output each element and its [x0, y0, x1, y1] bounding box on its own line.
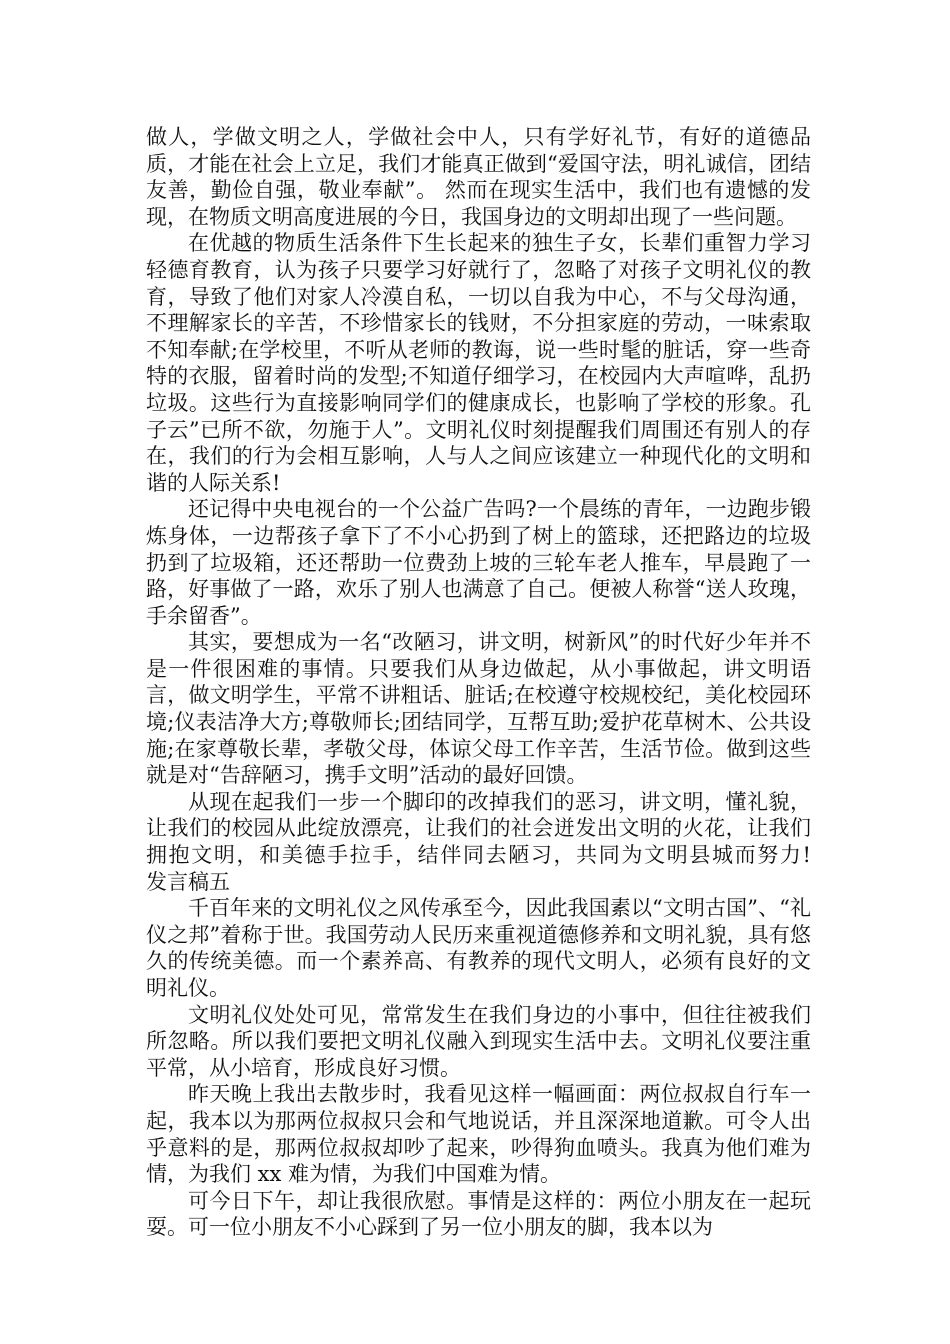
paragraph-9: 可今日下午，却让我很欣慰。事情是这样的：两位小朋友在一起玩耍。可一位小朋友不小心踩到了另一位小朋友的脚，我本以为 [146, 1188, 811, 1240]
paragraph-5: 从现在起我们一步一个脚印的改掉我们的恶习，讲文明，懂礼貌，让我们的校园从此绽放漂亮，让我们的社会迸发出文明的火花，让我们拥抱文明，和美德手拉手，结伴同去陋习，共同为文明县城而努力! 发言稿五 [146, 789, 853, 894]
paragraph-4: 其实，要想成为一名“改陋习，讲文明，树新风”的时代好少年并不是一件很困难的事情。只要我们从身边做起，从小事做起，讲文明语言，做文明学生，平常不讲粗话、脏话;在校遵守校规校纪，美化校园环境;仪表洁净大方;尊敬师长;团结同学，互帮互助;爱护花草树木、公共设施;在家尊敬长辈，孝敬父母，体谅父母工作辛苦，生活节俭。做到这些就是对“告辞陋习，携手文明”活动的最好回馈。 [146, 630, 811, 788]
paragraph-3: 还记得中央电视台的一个公益广告吗?一个晨练的青年，一边跑步锻炼身体，一边帮孩子拿下了不小心扔到了树上的篮球，还把路边的垃圾扔到了垃圾箱，还还帮助一位费劲上坡的三轮车老人推车，早晨跑了一路，好事做了一路，欢乐了别人也满意了自己。便被人称誉“送人玫瑰，手余留香”。 [146, 497, 811, 628]
paragraph-2: 在优越的物质生活条件下生长起来的独生子女，长辈们重智力学习轻德育教育，认为孩子只要学习好就行了，忽略了对孩子文明礼仪的教育，导致了他们对家人冷漠自私，一切以自我为中心，不与父母沟通，不理解家长的辛苦，不珍惜家长的钱财，不分担家庭的劳动，一味索取不知奉献;在学校里，不听从老师的教诲，说一些时髦的脏话，穿一些奇特的衣服，留着时尚的发型;不知道仔细学习，在校园内大声喧哗，乱扔垃圾。这些行为直接影响同学们的健康成长，也影响了学校的形象。孔子云”已所不欲，勿施于人”。文明礼仪时刻提醒我们周围还有别人的存在，我们的行为会相互影响，人与人之间应该建立一种现代化的文明和谐的人际关系! [146, 231, 811, 495]
document-body [146, 124, 853, 1241]
paragraph-8: 昨天晚上我出去散步时，我看见这样一幅画面：两位叔叔自行车一起，我本以为那两位叔叔只会和气地说话，并且深深地道歉。可令人出乎意料的是，那两位叔叔却吵了起来，吵得狗血喷头。我真为他们难为情，为我们 xx 难为情，为我们中国难为情。 [146, 1082, 811, 1187]
paragraph-6: 千百年来的文明礼仪之风传承至今，因此我国素以“文明古国”、“礼仪之邦”着称于世。我国劳动人民历来重视道德修养和文明礼貌，具有悠久的传统美德。而一个素养高、有教养的现代文明人，必须有良好的文明礼仪。 [146, 896, 811, 1000]
paragraph-1: 做人，学做文明之人，学做社会中人，只有学好礼节，有好的道德品质，才能在社会上立足，我们才能真正做到“爱国守法，明礼诚信，团结友善，勤俭自强，敬业奉献”。 然而在现实生活中，我们也有遗憾的发现，在物质文明高度进展的今日，我国身边的文明却出现了一些问题。 [146, 125, 811, 229]
paragraph-7: 文明礼仪处处可见，常常发生在我们身边的小事中，但往往被我们所忽略。所以我们要把文明礼仪融入到现实生活中去。文明礼仪要注重平常，从小培育，形成良好习惯。 [146, 1002, 811, 1080]
